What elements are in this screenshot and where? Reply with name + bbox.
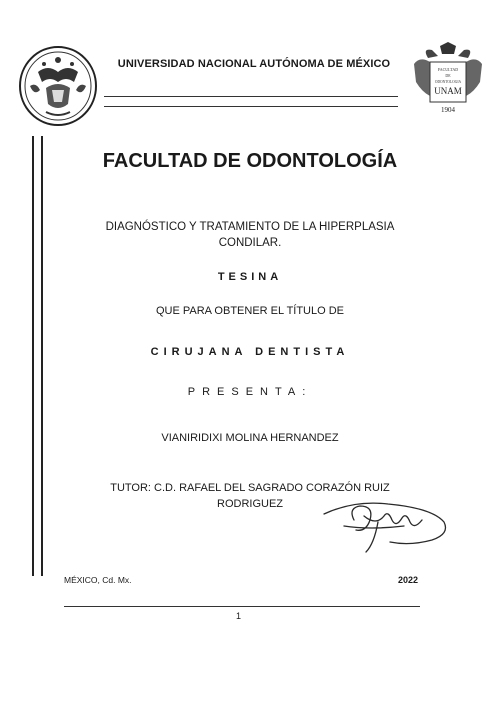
faculty-seal-line-2: DE (445, 73, 451, 78)
tutor-line-1: TUTOR: C.D. RAFAEL DEL SAGRADO CORAZÓN RUIZ (110, 482, 390, 494)
faculty-seal-icon (408, 42, 488, 120)
page-number: 1 (236, 611, 242, 621)
tutor-line-2: RODRIGUEZ (217, 498, 283, 510)
author-name: VIANIRIDIXI MOLINA HERNANDEZ (161, 432, 339, 444)
header-rule-top (104, 96, 398, 97)
faculty-seal-line-5: 1904 (441, 106, 455, 114)
degree-name: CIRUJANA DENTISTA (150, 346, 350, 358)
left-margin-bar-outer (32, 136, 34, 576)
year-label: 2022 (398, 575, 419, 585)
left-margin-bar-inner (41, 136, 43, 576)
faculty-seal-line-3: ODONTOLOGIA (434, 80, 462, 84)
city-label: MÉXICO, Cd. Mx. (64, 575, 132, 585)
unam-seal-icon (16, 42, 100, 128)
footer-rule (64, 606, 420, 607)
faculty-seal-line-4: UNAM (434, 86, 462, 96)
thesis-title (60, 219, 440, 251)
handwritten-signature-icon (314, 486, 464, 558)
obtain-title-text: QUE PARA OBTENER EL TÍTULO DE (155, 305, 345, 317)
faculty-name: FACULTAD DE ODONTOLOGÍA (102, 150, 398, 172)
university-name: UNIVERSIDAD NACIONAL AUTÓNOMA DE MÉXICO (117, 58, 391, 70)
header-rule-bottom (104, 106, 398, 107)
faculty-seal-line-1: FACULTAD (437, 67, 459, 72)
thesis-title-line-1: DIAGNÓSTICO Y TRATAMIENTO DE LA HIPERPLASIA (105, 221, 395, 233)
presents-label: PRESENTA: (187, 386, 313, 398)
document-type: TESINA (217, 271, 283, 283)
thesis-title-line-2: CONDILAR. (218, 237, 282, 249)
